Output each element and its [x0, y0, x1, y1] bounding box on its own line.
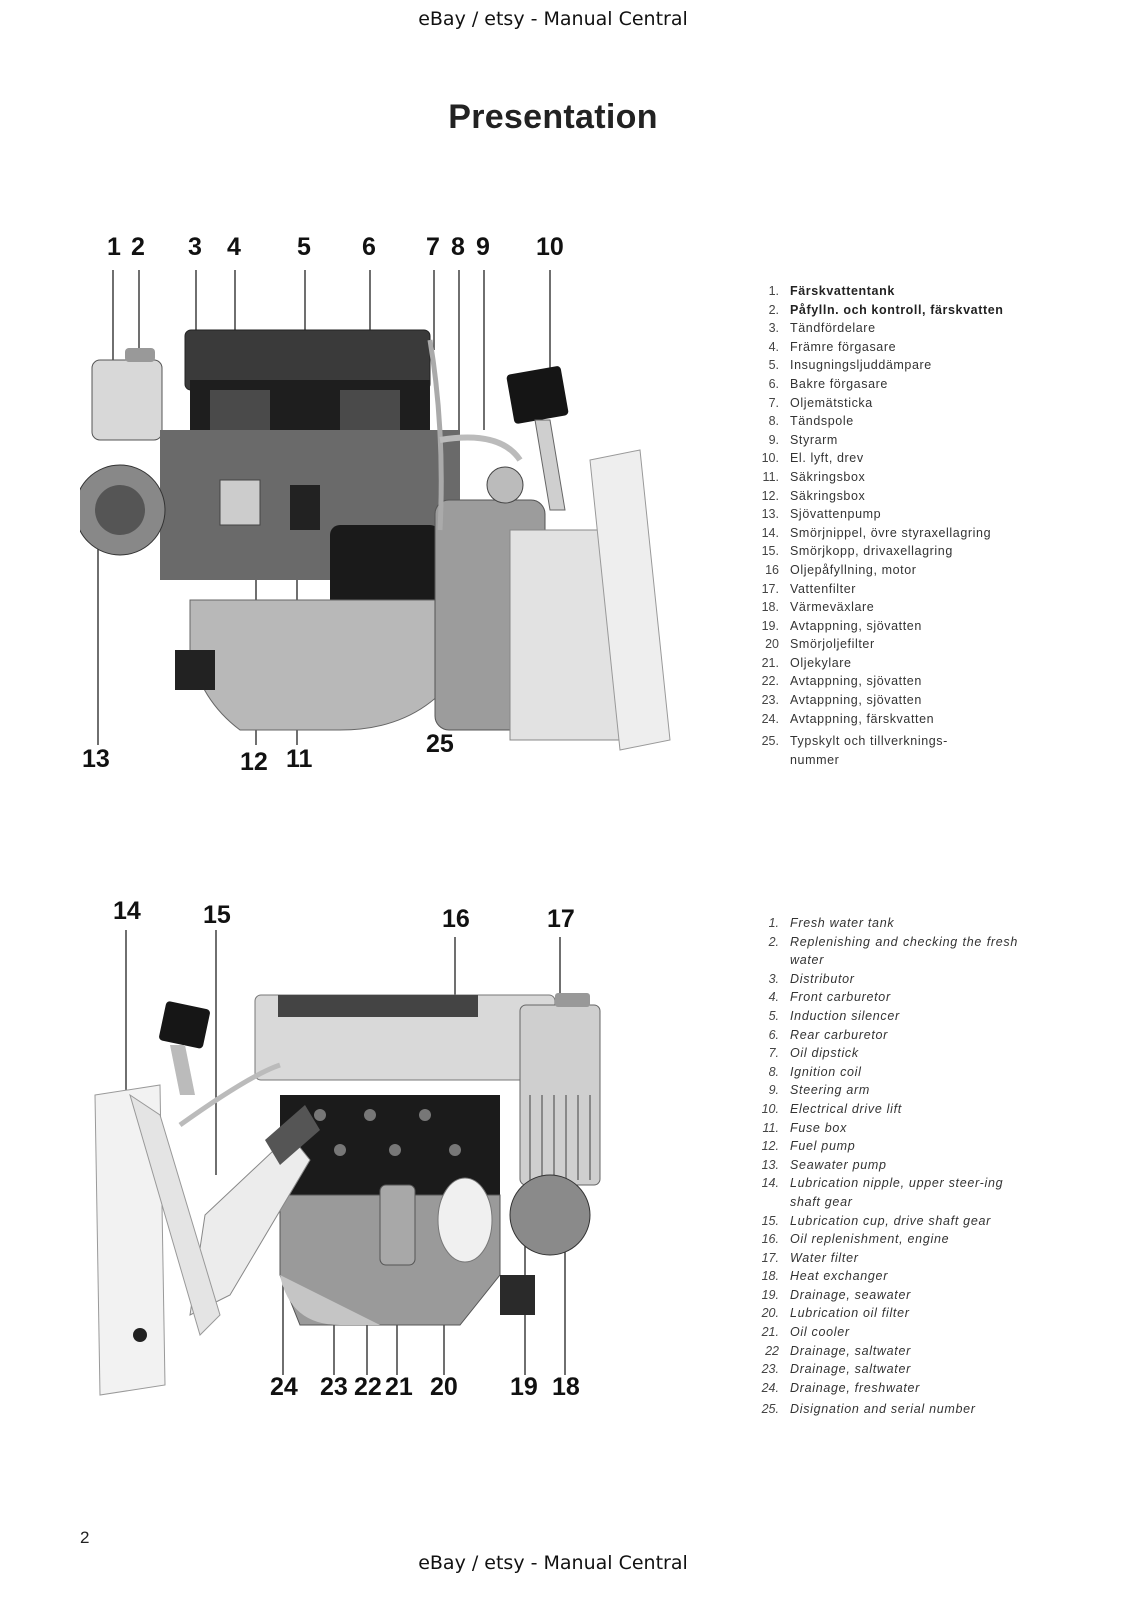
legend-item: 7. Oljemätsticka — [768, 395, 873, 410]
page-number: 2 — [80, 1528, 90, 1547]
callout-11: 11 — [286, 745, 313, 773]
callout-18: 18 — [552, 1373, 580, 1401]
legend-item: 2. Påfylln. och kontroll, färskvatten — [768, 302, 1004, 317]
callout-20: 20 — [430, 1373, 458, 1401]
legend-item: 19. Avtappning, sjövatten — [761, 618, 922, 633]
legend-item: 20. Lubrication oil filter — [761, 1306, 910, 1321]
legend-item: 10. El. lyft, drev — [761, 451, 864, 466]
legend-item: 15. Lubrication cup, drive shaft gear — [761, 1213, 991, 1228]
legend-swedish — [756, 282, 1026, 769]
callout-13: 13 — [82, 745, 110, 773]
legend-item: 22. Avtappning, sjövatten — [761, 674, 922, 689]
legend-item: 25. Disignation and serial number — [761, 1402, 976, 1417]
legend-item: 7. Oil dipstick — [768, 1046, 859, 1061]
engine-photo-front-view — [80, 230, 680, 790]
callout-25: 25 — [426, 730, 454, 758]
legend-item: 8. Tändspole — [768, 414, 854, 429]
legend-item: 1. Fresh water tank — [768, 916, 895, 930]
callout-1: 1 — [107, 233, 121, 261]
legend-item: 4. Främre förgasare — [768, 339, 897, 354]
page-title: Presentation — [448, 98, 658, 136]
callout-8: 8 — [451, 233, 465, 261]
legend-item: 6. Rear carburetor — [768, 1027, 889, 1042]
legend-item: 5. Insugningsljuddämpare — [768, 358, 932, 373]
legend-item: 17. Water filter — [761, 1250, 859, 1265]
engine-photo-rear-view — [80, 895, 680, 1415]
legend-english — [756, 914, 1018, 1419]
watermark-header: eBay / etsy - Manual Central — [418, 8, 688, 30]
watermark-footer: eBay / etsy - Manual Central — [418, 1552, 688, 1574]
callout-23: 23 — [320, 1373, 348, 1401]
legend-item: 17. Vattenfilter — [761, 581, 857, 596]
legend-item: 25. Typskylt och tillverknings-nummer — [761, 734, 948, 767]
callout-21: 21 — [385, 1373, 413, 1401]
legend-item: 13. Seawater pump — [761, 1157, 887, 1172]
legend-item: 13. Sjövattenpump — [761, 507, 882, 522]
callout-14: 14 — [113, 897, 141, 925]
callout-10: 10 — [536, 233, 564, 261]
legend-item: 20 Smörjoljefilter — [765, 637, 875, 652]
legend-item: 10. Electrical drive lift — [761, 1101, 902, 1116]
legend-item: 18. Heat exchanger — [761, 1269, 889, 1284]
legend-item: 11. Säkringsbox — [762, 469, 866, 484]
callout-3: 3 — [188, 233, 202, 261]
engine-illustration-icon — [80, 230, 680, 790]
callout-16: 16 — [442, 905, 470, 933]
legend-item: 19. Drainage, seawater — [761, 1287, 911, 1302]
legend-item: 23. Avtappning, sjövatten — [761, 693, 922, 708]
legend-item: 21. Oil cooler — [761, 1325, 850, 1340]
legend-item: 12. Säkringsbox — [761, 488, 866, 503]
callout-4: 4 — [227, 233, 241, 261]
legend-item: 4. Front carburetor — [768, 990, 891, 1005]
legend-item: 14. Smörjnippel, övre styraxellagring — [761, 525, 992, 540]
legend-item: 12. Fuel pump — [761, 1139, 856, 1154]
legend-item: 16. Oil replenishment, engine — [761, 1232, 950, 1247]
callout-9: 9 — [476, 233, 490, 261]
legend-item: 16 Oljepåfyllning, motor — [765, 562, 917, 577]
legend-item: 23. Drainage, saltwater — [761, 1362, 911, 1377]
callout-12: 12 — [240, 748, 268, 776]
callout-15: 15 — [203, 901, 231, 929]
engine-illustration-icon — [80, 895, 680, 1415]
legend-item: 9. Styrarm — [768, 432, 838, 447]
callout-7: 7 — [426, 233, 440, 261]
callout-19: 19 — [510, 1373, 538, 1401]
callout-17: 17 — [547, 905, 575, 933]
legend-item: 24. Avtappning, färskvatten — [761, 711, 935, 726]
legend-item: 22 Drainage, saltwater — [765, 1343, 911, 1358]
callout-2: 2 — [131, 233, 145, 261]
legend-item: 24. Drainage, freshwater — [761, 1380, 921, 1395]
callout-5: 5 — [297, 233, 311, 261]
legend-item: 2. Replenishing and checking the fresh water — [768, 934, 1018, 968]
callout-24: 24 — [270, 1373, 298, 1401]
legend-item: 3. Distributor — [768, 971, 855, 986]
legend-item: 21. Oljekylare — [761, 655, 852, 670]
legend-item: 1. Färskvattentank — [768, 284, 895, 298]
legend-item: 3. Tändfördelare — [768, 321, 876, 336]
legend-item: 11. Fuse box — [762, 1120, 848, 1135]
legend-item: 6. Bakre förgasare — [768, 376, 888, 391]
legend-item: 8. Ignition coil — [768, 1064, 862, 1079]
legend-item: 14. Lubrication nipple, upper steer-ing shaft gear — [761, 1176, 1004, 1209]
legend-item: 9. Steering arm — [768, 1083, 870, 1098]
legend-item: 5. Induction silencer — [768, 1008, 900, 1023]
legend-item: 15. Smörjkopp, drivaxellagring — [761, 544, 953, 559]
callout-22: 22 — [354, 1373, 382, 1401]
callout-6: 6 — [362, 233, 376, 261]
legend-item: 18. Värmeväxlare — [761, 600, 875, 615]
